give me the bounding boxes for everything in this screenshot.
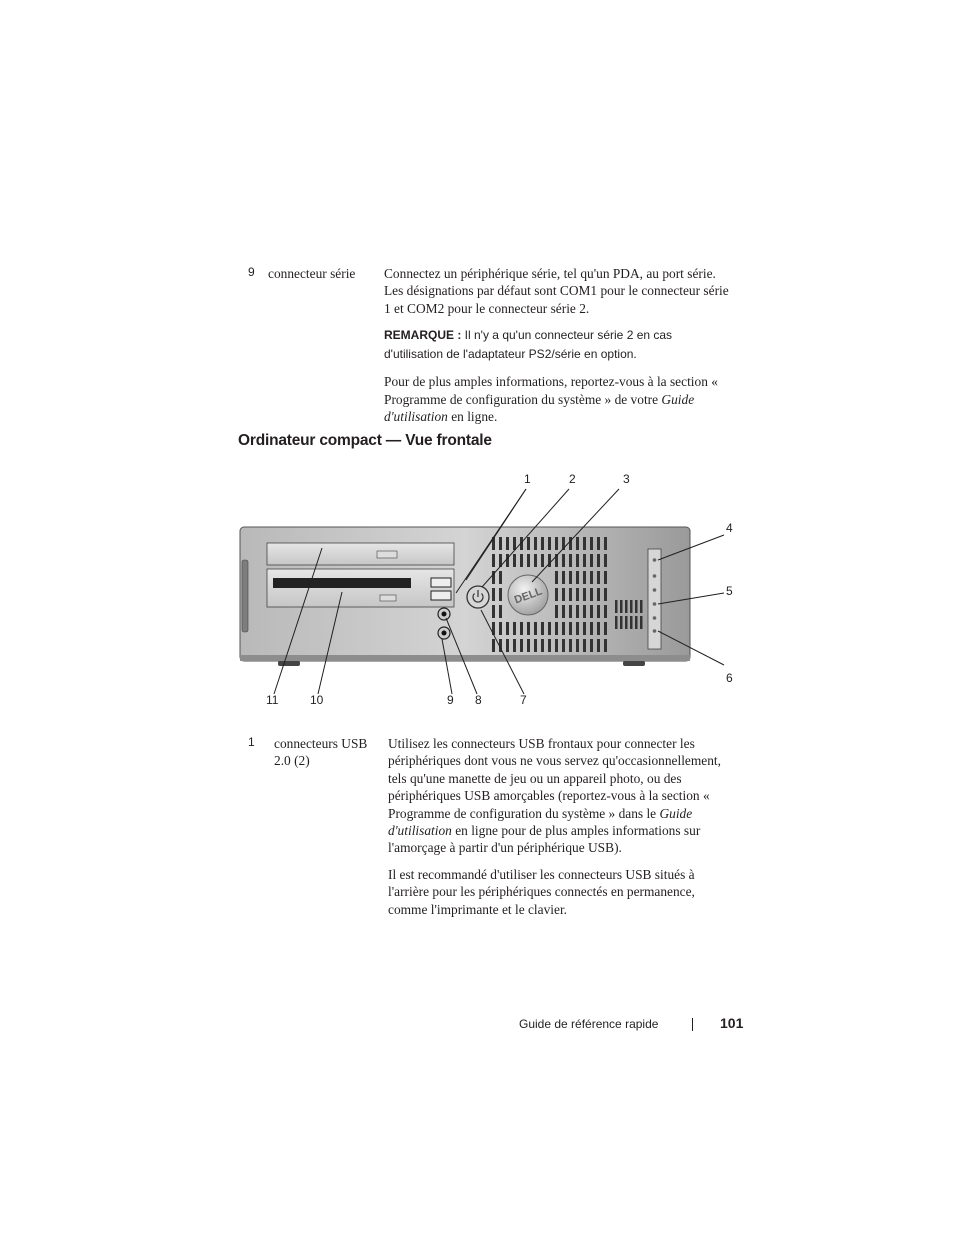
indicator-light	[653, 588, 657, 592]
logo-text: DELL	[512, 585, 544, 607]
vent-slot	[541, 537, 544, 550]
vent-slot	[499, 605, 502, 618]
description-paragraph	[384, 373, 734, 425]
vent-slot	[569, 622, 572, 635]
callout-4: 4	[726, 521, 733, 535]
vent-slot	[562, 622, 565, 635]
vent-slot	[590, 605, 593, 618]
note	[384, 326, 734, 364]
callout-11: 11	[266, 693, 279, 707]
vent-slot	[625, 616, 628, 629]
vent-slot	[541, 639, 544, 652]
vent-slot	[506, 622, 509, 635]
microphone-jack-hole	[442, 631, 447, 636]
vent-slot	[583, 639, 586, 652]
computer-illustration	[230, 465, 750, 715]
usb-port-upper	[431, 578, 451, 587]
vent-slot	[534, 622, 537, 635]
vent-slot	[555, 571, 558, 584]
vent-slot	[576, 605, 579, 618]
vent-slot	[604, 639, 607, 652]
page-footer	[519, 1015, 744, 1035]
callout-1: 1	[524, 472, 531, 486]
vent-slot	[597, 605, 600, 618]
vent-slot	[576, 588, 579, 601]
vent-slot	[520, 554, 523, 567]
indicator-light	[653, 602, 657, 606]
vent-slot	[513, 537, 516, 550]
headphone-jack-hole	[442, 612, 447, 617]
vent-slot	[604, 605, 607, 618]
indicator-light	[653, 558, 657, 562]
callout-3: 3	[623, 472, 630, 486]
vent-slot	[555, 605, 558, 618]
vent-slot	[492, 605, 495, 618]
description-paragraph: Connectez un périphérique série, tel qu'un PDA, au port série. Les désignations par défaut sont COM1 pour le connecteur série 1 et COM2 pour le connecteur série 2.	[384, 266, 729, 316]
vent-slot	[527, 622, 530, 635]
vent-slot	[548, 622, 551, 635]
vent-slot	[499, 622, 502, 635]
text-run: Pour de plus amples informations, reportez-vous à la section « Programme de configuration du système » de votre	[384, 374, 718, 407]
vent-slot	[597, 622, 600, 635]
vent-slot	[597, 554, 600, 567]
vent-slot	[590, 571, 593, 584]
vent-slot	[615, 616, 618, 629]
vent-slot	[548, 537, 551, 550]
italic-text: Guide d'utilisation	[384, 391, 695, 425]
vent-slot	[590, 537, 593, 550]
vent-slot	[640, 600, 643, 613]
row-description	[384, 265, 734, 434]
vent-slot	[562, 605, 565, 618]
computer-front-view-figure	[230, 465, 750, 715]
callout-7: 7	[520, 693, 527, 707]
vent-slot	[513, 639, 516, 652]
vent-slot	[625, 600, 628, 613]
vent-slot	[604, 571, 607, 584]
vent-slot	[569, 571, 572, 584]
vent-slot	[555, 537, 558, 550]
vent-slot	[562, 588, 565, 601]
vent-slot	[635, 616, 638, 629]
vent-slot	[513, 554, 516, 567]
footer-divider	[692, 1018, 693, 1031]
section-title: Ordinateur compact — Vue frontale	[238, 432, 492, 449]
callout-10: 10	[310, 693, 324, 707]
floppy-eject-button	[380, 595, 396, 601]
vent-slot	[590, 622, 593, 635]
vent-slot	[520, 639, 523, 652]
row-number: 9	[248, 265, 255, 279]
vent-slot	[597, 639, 600, 652]
callout-8: 8	[475, 693, 482, 707]
vent-slot	[562, 639, 565, 652]
vent-slot	[534, 554, 537, 567]
vent-slot	[506, 537, 509, 550]
vent-slot	[583, 622, 586, 635]
foot-left	[278, 661, 300, 666]
vent-slot	[630, 616, 633, 629]
foot-right	[623, 661, 645, 666]
indicator-light	[653, 629, 657, 633]
vent-slot	[590, 639, 593, 652]
note-text: Il n'y a qu'un connecteur série 2 en cas d'utilisation de l'adaptateur PS2/série en option.	[384, 328, 673, 362]
text-run: en ligne.	[447, 409, 498, 425]
vent-slot	[604, 554, 607, 567]
vent-slot	[569, 605, 572, 618]
vent-slot	[569, 537, 572, 550]
description-paragraph	[388, 735, 728, 857]
row-term: connecteur série	[268, 266, 356, 281]
vent-slot	[604, 588, 607, 601]
vent-slot	[630, 600, 633, 613]
callout-5: 5	[726, 584, 733, 598]
callout-9: 9	[447, 693, 454, 707]
vent-slot	[597, 537, 600, 550]
vent-slot	[513, 622, 516, 635]
vent-slot	[527, 639, 530, 652]
vent-slot	[534, 639, 537, 652]
vent-slot	[583, 537, 586, 550]
vent-slot	[569, 554, 572, 567]
side-bracket	[242, 560, 248, 632]
indicator-light	[653, 574, 657, 578]
note-label: REMARQUE :	[384, 328, 462, 343]
callout-2: 2	[569, 472, 576, 486]
indicator-panel	[648, 549, 661, 649]
vent-slot	[506, 554, 509, 567]
vent-slot	[499, 571, 502, 584]
vent-slot	[527, 554, 530, 567]
vent-slot	[620, 600, 623, 613]
row-term: connecteurs USB 2.0 (2)	[274, 736, 368, 769]
vent-slot	[640, 616, 643, 629]
vent-slot	[569, 639, 572, 652]
vent-slot	[576, 554, 579, 567]
vent-slot	[499, 537, 502, 550]
vent-slot	[620, 616, 623, 629]
vent-slot	[562, 571, 565, 584]
vent-slot	[590, 588, 593, 601]
vent-slot	[548, 639, 551, 652]
vent-slot	[597, 571, 600, 584]
row-number: 1	[248, 735, 255, 749]
row-description	[388, 735, 728, 927]
vent-slot	[527, 537, 530, 550]
vent-slot	[569, 588, 572, 601]
description-paragraph: Il est recommandé d'utiliser les connecteurs USB situés à l'arrière pour les périphériques connectés en permanence, comme l'imprimante et le clavier.	[388, 866, 695, 917]
vent-slot	[576, 537, 579, 550]
callout-6: 6	[726, 671, 733, 685]
vent-slot	[555, 622, 558, 635]
vent-slot	[576, 639, 579, 652]
vent-slot	[576, 571, 579, 584]
text-run: Utilisez les connecteurs USB frontaux pour connecter les périphériques dont vous ne vous servez qu'occasionnellement, tels qu'une manette de jeu ou un appareil photo, ou des périphériques USB amorçables (reportez-vous à la section « Programme de configuration du système » dans le	[388, 736, 721, 821]
vent-slot	[492, 588, 495, 601]
vent-slot	[590, 554, 593, 567]
vent-slot	[534, 537, 537, 550]
case-bottom-edge	[240, 655, 690, 661]
footer-title: Guide de référence rapide	[519, 1017, 659, 1031]
vent-slot	[520, 622, 523, 635]
vent-slot	[583, 588, 586, 601]
vent-slot	[597, 588, 600, 601]
vent-slot	[615, 600, 618, 613]
vent-slot	[541, 554, 544, 567]
optical-drive-bay	[267, 543, 454, 565]
optical-eject-button	[377, 551, 397, 558]
vent-slot	[635, 600, 638, 613]
vent-slot	[576, 622, 579, 635]
vent-slot	[492, 639, 495, 652]
vent-slot	[492, 554, 495, 567]
vent-slot	[541, 622, 544, 635]
vent-slot	[583, 554, 586, 567]
indicator-light	[653, 616, 657, 620]
vent-slot	[555, 639, 558, 652]
vent-slot	[506, 639, 509, 652]
vent-slot	[555, 588, 558, 601]
text-run: en ligne pour de plus amples informations sur l'amorçage à partir d'un périphérique USB).	[388, 823, 701, 856]
vent-slot	[499, 588, 502, 601]
vent-slot	[583, 605, 586, 618]
floppy-slot	[273, 578, 411, 588]
usb-port-lower	[431, 591, 451, 600]
vent-slot	[583, 571, 586, 584]
vent-slot	[604, 537, 607, 550]
vent-slot	[604, 622, 607, 635]
vent-slot	[562, 554, 565, 567]
page-number: 101	[720, 1015, 744, 1031]
italic-text: Guide d'utilisation	[388, 805, 693, 839]
